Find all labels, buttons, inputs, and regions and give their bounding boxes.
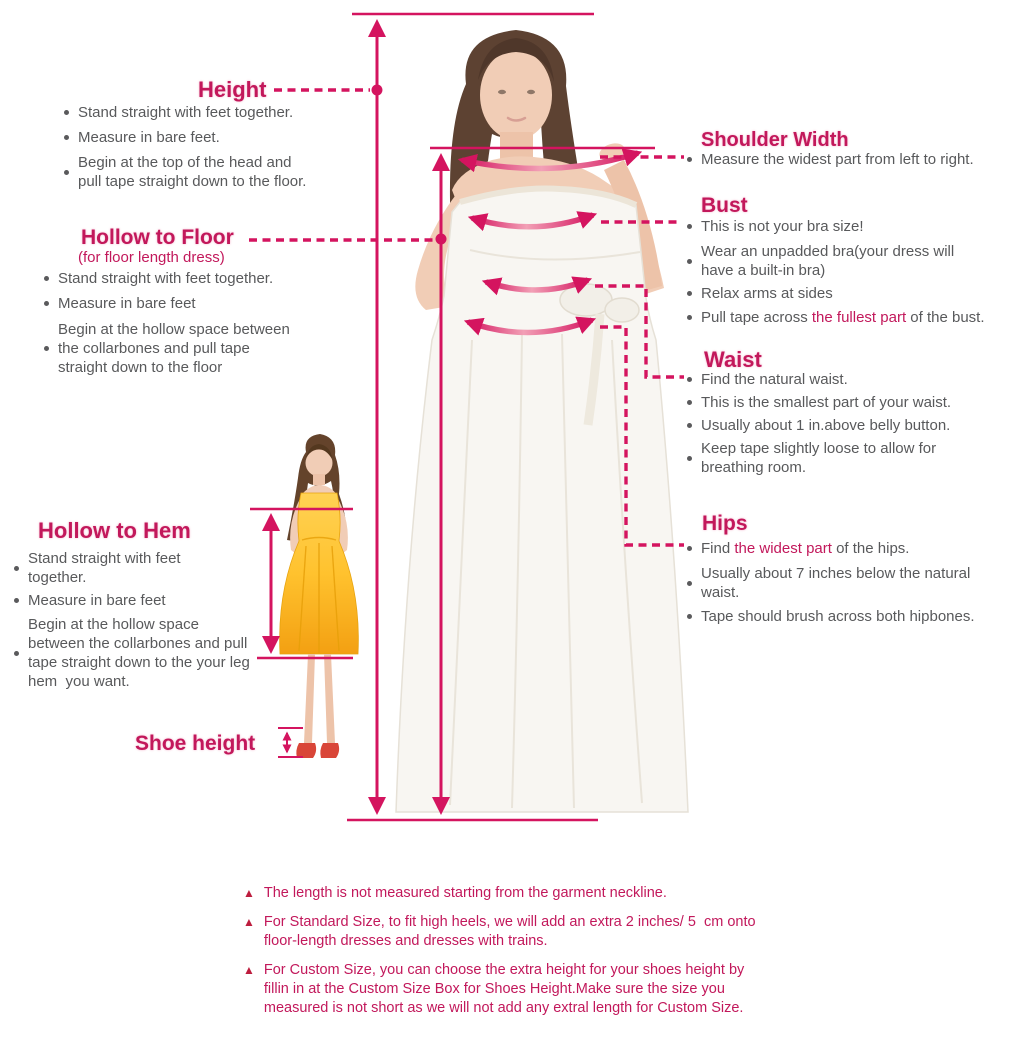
bullet-dot <box>64 135 69 140</box>
note-2 <box>243 913 843 951</box>
bullet-text-highlight: the widest part <box>734 540 832 557</box>
bullet-dot <box>14 651 19 656</box>
small-model-neck <box>313 474 325 485</box>
small-model-legs <box>304 654 335 743</box>
height-section-bullets <box>64 103 336 191</box>
hollow-connector-dot <box>436 234 447 245</box>
bullet-text: Measure in bare feet. <box>78 129 220 146</box>
height-bullet-2 <box>64 128 336 147</box>
bullet-dot <box>44 301 49 306</box>
bullet-text: Stand straight with feet together. <box>28 550 185 586</box>
bullet-dot <box>687 456 692 461</box>
bullet-text: Usually about 1 in.above belly button. <box>701 417 951 434</box>
bullet-text: Wear an unpadded bra(your dress will have a built-in bra) <box>701 243 959 279</box>
waist-bullets <box>687 370 1015 477</box>
waist-bullet-2 <box>687 393 1015 412</box>
bullet-text: Stand straight with feet together. <box>58 270 274 287</box>
bullet-dot <box>687 315 692 320</box>
hips-bullets <box>687 539 1015 626</box>
hips-bullet-3 <box>687 607 1015 626</box>
bullet-text: Measure the widest part from left to right. <box>701 151 974 168</box>
bust-bullets <box>687 217 1015 327</box>
note-text: For Standard Size, to fit high heels, we will add an extra 2 inches/ 5 cm onto floor-length dresses and dresses with trains. <box>263 914 760 949</box>
bust-bullet-4 <box>687 308 1015 327</box>
bullet-dot <box>687 259 692 264</box>
waist-bullet-1 <box>687 370 1015 389</box>
main-model-head <box>480 50 552 140</box>
bullet-dot <box>64 110 69 115</box>
height-bullet-3 <box>64 153 336 191</box>
bust-bullet-1 <box>687 217 1015 236</box>
bullet-text: Keep tape slightly loose to allow for breathing room. <box>701 440 941 476</box>
bullet-text: This is not your bra size! <box>701 218 864 235</box>
bust-section-title: Bust <box>701 194 748 217</box>
hollow-hem-bullet-3 <box>14 615 276 691</box>
bullet-text: Usually about 7 inches below the natural waist. <box>701 565 975 601</box>
bullet-dot <box>687 423 692 428</box>
bullet-text-highlight: the fullest part <box>811 309 907 326</box>
bullet-text: Begin at the top of the head and pull tape straight down to the floor. <box>78 154 307 190</box>
note-text: The length is not measured starting from the garment neckline. <box>263 885 667 901</box>
hips-bullet-2 <box>687 564 1015 602</box>
hips-bullet-1 <box>687 539 1015 558</box>
bullet-text: Relax arms at sides <box>701 285 833 302</box>
bullet-dot <box>687 400 692 405</box>
bullet-text <box>701 539 909 558</box>
shoulder-width-bullets <box>687 150 1015 169</box>
bullet-text: Measure in bare feet <box>58 295 196 312</box>
bullet-dot <box>14 598 19 603</box>
bullet-dot <box>687 546 692 551</box>
hollow-hem-bullet-1 <box>14 549 276 587</box>
bust-bullet-3 <box>687 284 1015 303</box>
hollow-to-hem-section-title: Hollow to Hem <box>38 518 191 543</box>
bullet-dot <box>687 291 692 296</box>
hollow-hem-bullet-2 <box>14 591 276 610</box>
bullet-text: Tape should brush across both hipbones. <box>701 608 975 625</box>
note-text: For Custom Size, you can choose the extra height for your shoes height by fillin in at the Custom Size Box for Shoes Height.Make sure the size you measured is not short as we will not add any extral length for Custom Size. <box>263 962 749 1016</box>
bullet-dot <box>14 566 19 571</box>
bullet-text-prefix: Pull tape across <box>701 309 812 326</box>
warning-triangle-icon: ▲ <box>243 886 255 900</box>
hollow-floor-bullet-1 <box>44 269 324 288</box>
hips-section-title: Hips <box>702 512 748 535</box>
hollow-to-floor-subtitle: (for floor length dress) <box>78 249 225 266</box>
shoulder-width-section-title: Shoulder Width <box>701 129 849 151</box>
bullet-text-suffix: of the hips. <box>831 540 910 557</box>
bullet-dot <box>687 157 692 162</box>
note-1 <box>243 884 843 903</box>
shoulder-bullet-1 <box>687 150 1015 169</box>
bullet-dot <box>687 224 692 229</box>
bullet-dot <box>64 170 69 175</box>
waist-section-title: Waist <box>704 347 762 372</box>
small-model-shoes <box>296 743 339 758</box>
bullet-text: Begin at the hollow space between the collarbones and pull tape straight down to the floor <box>58 321 294 376</box>
hollow-to-floor-bullets <box>44 269 324 377</box>
bullet-text-suffix: of the bust. <box>906 309 985 326</box>
hollow-floor-bullet-2 <box>44 294 324 313</box>
hollow-floor-bullet-3 <box>44 320 324 377</box>
bullet-text: Begin at the hollow space between the collarbones and pull tape straight down to the your leg hem you want. <box>28 616 254 690</box>
height-section-title: Height <box>198 77 267 102</box>
hollow-to-floor-section-title: Hollow to Floor <box>81 226 234 249</box>
note-3 <box>243 961 843 1018</box>
small-model-photo <box>280 434 359 758</box>
bullet-text: Stand straight with feet together. <box>78 104 294 121</box>
bust-bullet-2 <box>687 242 1015 280</box>
height-connector-dot <box>372 85 383 96</box>
waist-bullet-3 <box>687 416 1015 435</box>
bullet-text: This is the smallest part of your waist. <box>701 394 952 411</box>
hollow-to-hem-bullets <box>14 549 276 691</box>
bullet-text: Find the natural waist. <box>701 371 848 388</box>
bullet-dot <box>44 276 49 281</box>
warning-triangle-icon: ▲ <box>243 915 255 929</box>
shoe-height-label: Shoe height <box>135 732 256 755</box>
bullet-dot <box>687 377 692 382</box>
height-bullet-1 <box>64 103 336 122</box>
warning-triangle-icon: ▲ <box>243 963 255 977</box>
waist-bullet-4 <box>687 439 1015 477</box>
bullet-dot <box>687 581 692 586</box>
bullet-text <box>701 308 985 327</box>
footnotes <box>243 884 843 1018</box>
bullet-text-prefix: Find <box>701 540 735 557</box>
bullet-text: Measure in bare feet <box>28 592 166 609</box>
bullet-dot <box>44 346 49 351</box>
bullet-dot <box>687 614 692 619</box>
